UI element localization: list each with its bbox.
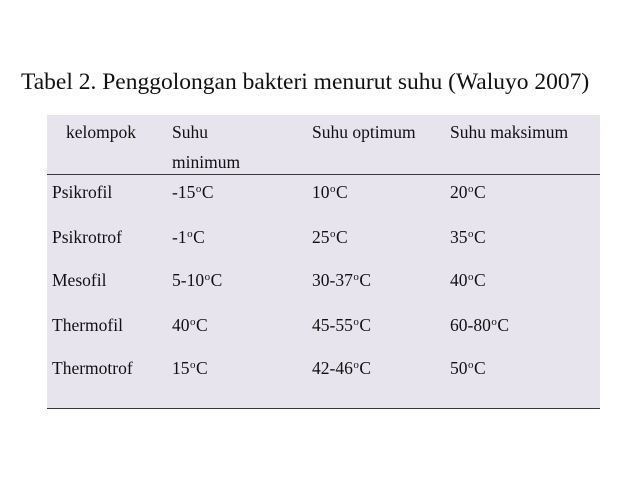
value: 30-37	[312, 270, 353, 290]
cell-suhu-minimum	[172, 355, 208, 384]
value: -15	[172, 182, 196, 202]
cell-suhu-optimum	[312, 224, 348, 253]
header-suhu-maksimum: Suhu maksimum	[450, 122, 569, 142]
degree-mark: o	[330, 183, 336, 195]
value: 10	[312, 182, 330, 202]
cell-suhu-optimum	[312, 312, 371, 341]
cell-kelompok: Psikrotrof	[52, 227, 122, 247]
header-suhu-minimum-line1: Suhu	[172, 122, 208, 142]
cell-kelompok: Psikrofil	[52, 182, 113, 202]
value: 40	[450, 270, 468, 290]
degree-mark: o	[195, 183, 202, 195]
cell-kelompok: Thermofil	[52, 315, 123, 335]
value: -1	[172, 227, 187, 247]
degree-mark: o	[190, 316, 196, 328]
cell-suhu-optimum	[312, 179, 348, 208]
bacteria-temperature-table	[47, 115, 600, 409]
degree-mark: o	[353, 271, 359, 283]
degree-mark: o	[330, 228, 336, 240]
degree-mark: o	[468, 183, 474, 195]
value: 45-55	[312, 315, 353, 335]
unit: C	[359, 270, 372, 290]
value: 35	[450, 227, 468, 247]
value: 5-10	[172, 270, 205, 290]
value: 40	[172, 315, 190, 335]
unit: C	[474, 227, 486, 247]
unit: C	[196, 315, 208, 335]
unit: C	[474, 358, 486, 378]
cell-suhu-maksimum	[450, 179, 486, 208]
degree-mark: o	[353, 316, 359, 328]
unit: C	[196, 358, 208, 378]
cell-suhu-minimum	[172, 224, 205, 253]
unit: C	[497, 315, 510, 335]
cell-suhu-maksimum	[450, 312, 509, 341]
cell-suhu-maksimum	[450, 267, 486, 296]
value: 42-46	[312, 358, 353, 378]
unit: C	[474, 182, 486, 202]
value: 50	[450, 358, 468, 378]
header-divider	[47, 174, 600, 175]
cell-suhu-minimum	[172, 267, 222, 296]
degree-mark: o	[204, 271, 211, 283]
unit: C	[210, 270, 223, 290]
cell-suhu-maksimum	[450, 355, 486, 384]
unit: C	[193, 227, 205, 247]
degree-mark: o	[468, 271, 474, 283]
value: 25	[312, 227, 330, 247]
header-suhu-optimum: Suhu optimum	[312, 122, 416, 142]
cell-suhu-maksimum	[450, 224, 486, 253]
slide-title: Tabel 2. Penggolongan bakteri menurut suhu (Waluyo 2007)	[21, 69, 590, 95]
header-suhu-minimum-line2: minimum	[172, 152, 241, 172]
cell-suhu-optimum	[312, 355, 371, 384]
unit: C	[474, 270, 486, 290]
unit: C	[201, 182, 214, 202]
degree-mark: o	[468, 359, 474, 371]
value: 15	[172, 358, 190, 378]
cell-suhu-minimum	[172, 312, 208, 341]
unit: C	[359, 315, 372, 335]
unit: C	[359, 358, 372, 378]
unit: C	[336, 182, 348, 202]
cell-kelompok: Thermotrof	[52, 358, 133, 378]
cell-kelompok: Mesofil	[52, 270, 107, 290]
degree-mark: o	[353, 359, 359, 371]
value: 20	[450, 182, 468, 202]
cell-suhu-optimum	[312, 267, 371, 296]
cell-suhu-minimum	[172, 179, 214, 208]
header-kelompok: kelompok	[66, 122, 136, 142]
degree-mark: o	[190, 359, 196, 371]
degree-mark: o	[491, 316, 497, 328]
degree-mark: o	[468, 228, 474, 240]
degree-mark: o	[187, 228, 193, 240]
value: 60-80	[450, 315, 491, 335]
unit: C	[336, 227, 348, 247]
